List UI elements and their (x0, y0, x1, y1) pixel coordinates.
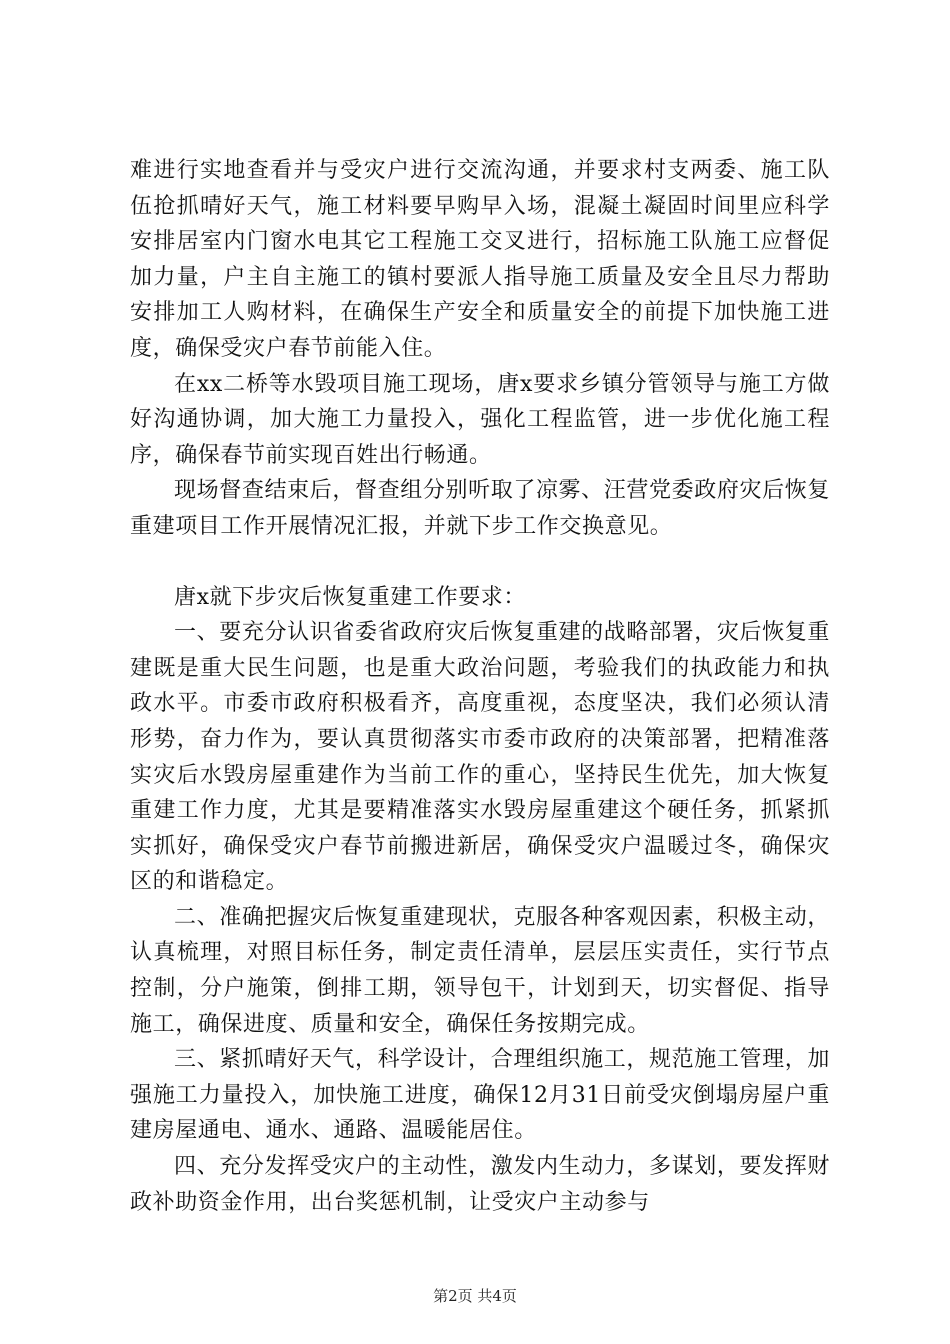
paragraph-requirements-intro: 唐x就下步灾后恢复重建工作要求： (174, 584, 527, 610)
paragraph-requirement-4: 四、充分发挥受灾户的主动性，激发内生动力，多谋划，要发挥财政补助资金作用，出台奖惩机制，让受灾户主动参与 (130, 1154, 830, 1215)
paragraph-bridge-site: 在xx二桥等水毁项目施工现场，唐x要求乡镇分管领导与施工方做好沟通协调，加大施工力量投入，强化工程监管，进一步优化施工程序，确保春节前实现百姓出行畅通。 (130, 371, 830, 468)
paragraph-report-meeting: 现场督查结束后，督查组分别听取了凉雾、汪营党委政府灾后恢复重建项目工作开展情况汇报，并就下步工作交换意见。 (130, 478, 830, 539)
paragraph-requirement-1: 一、要充分认识省委省政府灾后恢复重建的战略部署，灾后恢复重建既是重大民生问题，也是重大政治问题，考验我们的执政能力和执政水平。市委市政府积极看齐，高度重视，态度坚决，我们必须认清形势，奋力作为，要认真贯彻落实市委市政府的决策部署，把精准落实灾后水毁房屋重建作为当前工作的重心，坚持民生优先，加大恢复重建工作力度，尤其是要精准落实水毁房屋重建这个硬任务，抓紧抓实抓好，确保受灾户春节前搬进新居，确保受灾户温暖过冬，确保灾区的和谐稳定。 (130, 620, 830, 895)
paragraph-requirement-2: 二、准确把握灾后恢复重建现状，克服各种客观因素，积极主动，认真梳理，对照目标任务，制定责任清单，层层压实责任，实行节点控制，分户施策，倒排工期，领导包干，计划到天，切实督促、指导施工，确保进度、质量和安全，确保任务按期完成。 (130, 904, 830, 1037)
paragraph-continued: 难进行实地查看并与受灾户进行交流沟通，并要求村支两委、施工队伍抢抓晴好天气，施工材料要早购早入场，混凝土凝固时间里应科学安排居室内门窗水电其它工程施工交叉进行，招标施工队施工应督促加力量，户主自主施工的镇村要派人指导施工质量及安全且尽力帮助安排加工人购材料，在确保生产安全和质量安全的前提下加快施工进度，确保受灾户春节前能入住。 (130, 158, 830, 361)
paragraph-requirement-3: 三、紧抓晴好天气，科学设计，合理组织施工，规范施工管理，加强施工力量投入，加快施工进度，确保12月31日前受灾倒塌房屋户重建房屋通电、通水、通路、温暖能居住。 (130, 1047, 830, 1144)
paragraph-gap (130, 545, 830, 580)
page-number-footer: 第2页 共4页 (433, 1287, 517, 1305)
document-body (130, 153, 830, 1220)
